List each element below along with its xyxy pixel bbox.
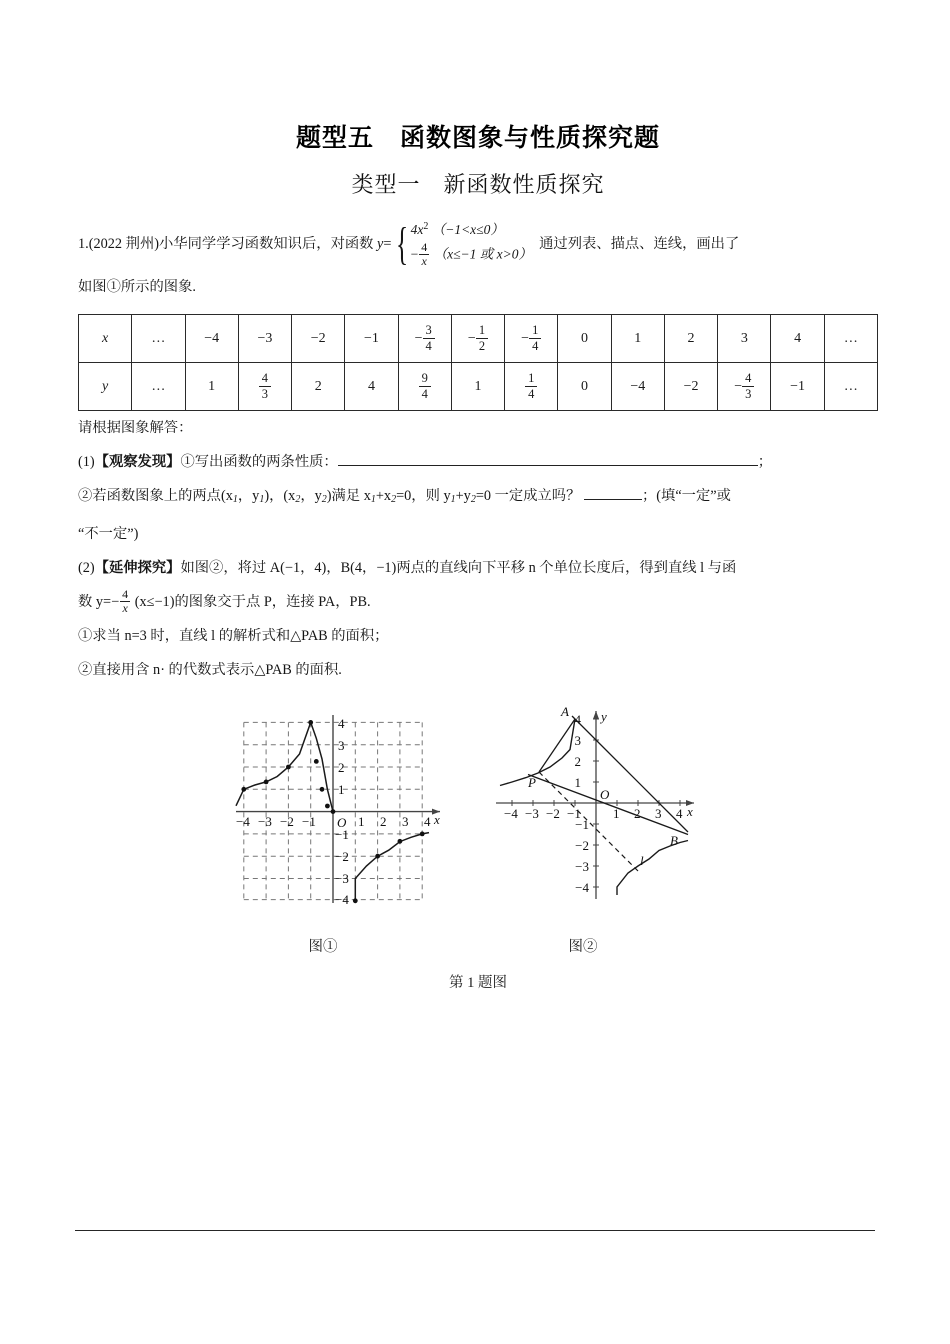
y-tick-label: −1 xyxy=(575,817,589,832)
question-1-end: ； xyxy=(757,454,773,470)
table-cell: −1 xyxy=(771,363,824,411)
x-tick-label: −2 xyxy=(280,814,294,829)
table-cell: 4 xyxy=(771,315,824,363)
x-tick-label: −2 xyxy=(546,806,560,821)
footer-rule xyxy=(75,1230,875,1231)
answer-blank-long[interactable] xyxy=(338,452,758,466)
x-tick-label: 1 xyxy=(613,806,620,821)
segment-PA xyxy=(539,719,575,772)
q2-seg-c: )，(x xyxy=(264,488,296,504)
question-1-text: ①写出函数的两条性质： xyxy=(180,454,338,470)
x-tick-label: −3 xyxy=(525,806,539,821)
problem-statement-line1 xyxy=(78,219,878,270)
x-tick-label: 3 xyxy=(402,814,409,829)
y-tick-label: 3 xyxy=(574,733,581,748)
y-tick-label: −2 xyxy=(335,849,349,864)
y-tick-label: 1 xyxy=(338,782,345,797)
y-tick-label: −3 xyxy=(335,871,349,886)
hyperbola-branch-right xyxy=(617,841,688,896)
value-table xyxy=(78,314,878,411)
piecewise-case-2 xyxy=(411,242,532,269)
table-cell: − $\frac{3}{4}$ xyxy=(398,315,451,363)
y-tick-label: 2 xyxy=(338,760,345,775)
y-tick-label: −2 xyxy=(575,838,589,853)
q2-sub-1: 1 xyxy=(232,494,238,505)
q2-seg-e: )满足 x xyxy=(326,488,371,504)
table-cell: −4 xyxy=(185,315,238,363)
answer-prompt: 请根据图象解答： xyxy=(78,420,193,436)
x-tick-label: −4 xyxy=(236,814,250,829)
page-title: 题型五 函数图象与性质探究题 xyxy=(295,123,660,152)
table-cell: − $\frac{4}{3}$ xyxy=(718,363,771,411)
figure-2-svg xyxy=(488,703,718,933)
problem-lead-text: 1.(2022 荆州)小华同学学习函数知识后，对函数 xyxy=(78,235,374,252)
case2-minus: − xyxy=(410,246,419,262)
section-subtitle: 类型一 新函数性质探究 xyxy=(351,173,605,198)
left-brace-icon: { xyxy=(396,217,409,269)
segment-PB xyxy=(528,775,688,835)
problem-statement-line2: 如图①所示的图象. xyxy=(78,279,196,295)
q2-sub-6: 2 xyxy=(391,494,397,505)
row-label-x: x xyxy=(79,315,132,363)
x-tick-label: −1 xyxy=(302,814,316,829)
y-axis-arrow-icon xyxy=(593,711,599,719)
piecewise-function xyxy=(391,218,531,269)
x-tick-label: 2 xyxy=(380,814,387,829)
table-cell: 3 xyxy=(718,315,771,363)
y-tick-label: 2 xyxy=(574,754,581,769)
table-cell: $\frac{1}{4}$ xyxy=(505,363,558,411)
table-cell: … xyxy=(824,315,877,363)
question-1 xyxy=(78,445,878,479)
q2-seg-g: =0，则 y xyxy=(396,488,451,504)
question-2-cont: “不一定”) xyxy=(78,526,139,542)
case1-condition: （−1<x≤0） xyxy=(431,222,504,237)
table-cell: −2 xyxy=(292,315,345,363)
q2-seg-j: ；(填“一定”或 xyxy=(641,488,731,504)
x-tick-label: 4 xyxy=(424,814,431,829)
y-tick-label: 1 xyxy=(574,775,581,790)
figure-1-caption: 图① xyxy=(308,939,338,955)
answer-blank-short[interactable] xyxy=(584,486,642,500)
y-tick-label: −4 xyxy=(335,892,349,907)
table-cell: … xyxy=(132,315,185,363)
table-cell: 2 xyxy=(664,315,717,363)
q2-seg-f: +x xyxy=(375,488,392,504)
line-label-l: l xyxy=(640,853,644,868)
question-1-number: (1) xyxy=(78,454,95,470)
figure-1-svg xyxy=(228,703,458,933)
problem-lead-text-2: 通过列表、描点、连线，画出了 xyxy=(539,235,740,252)
question-1-tag: 【观察发现】 xyxy=(94,454,181,470)
table-cell: 1 xyxy=(611,315,664,363)
piecewise-cases xyxy=(411,218,532,269)
question-3-tag: 【延伸探究】 xyxy=(94,560,181,576)
table-cell: − $\frac{1}{2}$ xyxy=(451,315,504,363)
q2-seg-d: ，y xyxy=(300,488,322,504)
table-cell: 1 xyxy=(451,363,504,411)
equals-sign: = xyxy=(383,235,392,252)
q2-sub-2: 1 xyxy=(259,494,265,505)
q2-seg-a: ②若函数图象上的两点(x xyxy=(78,488,233,504)
q2-seg-b: ，y xyxy=(237,488,260,504)
x-tick-label: 2 xyxy=(634,806,641,821)
question-2 xyxy=(78,479,878,517)
table-cell: −2 xyxy=(664,363,717,411)
q3-seg-c: (x≤−1)的图象交于点 P，连接 PA，PB. xyxy=(134,594,371,610)
figure-2 xyxy=(488,703,718,938)
case2-fraction xyxy=(419,241,429,268)
table-cell: 2 xyxy=(292,363,345,411)
table-cell: 0 xyxy=(558,363,611,411)
table-row-y xyxy=(79,363,878,411)
point-label-A: A xyxy=(561,704,569,719)
function-variable-y: y xyxy=(377,235,384,252)
table-cell: −4 xyxy=(611,363,664,411)
x-tick-label: 4 xyxy=(676,806,683,821)
q2-sub-5: 1 xyxy=(370,494,376,505)
point-label-P: P xyxy=(528,775,536,790)
case1-exponent: 2 xyxy=(423,221,429,232)
question-3 xyxy=(78,551,878,585)
table-cell: $\frac{4}{3}$ xyxy=(238,363,291,411)
q3-numerator: 4 xyxy=(122,587,129,602)
x-tick-label: 1 xyxy=(358,814,365,829)
case2-numerator: 4 xyxy=(421,240,428,254)
case1-expression: 4x xyxy=(410,222,424,237)
figures-overall-caption: 第 1 题图 xyxy=(449,975,507,991)
table-cell: … xyxy=(132,363,185,411)
table-cell: −3 xyxy=(238,315,291,363)
y-axis-label: y xyxy=(601,709,607,724)
table-cell: −1 xyxy=(345,315,398,363)
table-cell: 0 xyxy=(558,315,611,363)
row-label-y: y xyxy=(79,363,132,411)
case2-denominator: x xyxy=(419,254,429,268)
line-l xyxy=(539,772,640,873)
origin-label: O xyxy=(337,815,347,830)
figure-1 xyxy=(228,703,458,938)
page-content xyxy=(78,0,878,993)
x-tick-label: 3 xyxy=(655,806,662,821)
question-3-text: 如图②，将过 A(−1，4)，B(4，−1)两点的直线向下平移 n 个单位长度后，得到直线 l 与函 xyxy=(180,560,737,576)
line-AB xyxy=(572,716,688,832)
q2-sub-8: 2 xyxy=(470,494,476,505)
y-tick-label: −1 xyxy=(335,827,349,842)
x-axis-label: x xyxy=(434,812,440,827)
x-tick-label: −3 xyxy=(258,814,272,829)
table-cell: 1 xyxy=(185,363,238,411)
case2-condition: （x≤−1 或 x>0） xyxy=(433,246,532,262)
y-tick-label: −4 xyxy=(575,880,589,895)
curve-branch-right xyxy=(355,833,429,903)
q2-sub-4: 2 xyxy=(321,494,327,505)
table-cell: − $\frac{1}{4}$ xyxy=(505,315,558,363)
q2-sub-3: 2 xyxy=(295,494,301,505)
y-tick-label: 4 xyxy=(574,712,581,727)
table-cell: $\frac{9}{4}$ xyxy=(398,363,451,411)
question-3-number: (2) xyxy=(78,560,95,576)
x-tick-label: −1 xyxy=(567,806,581,821)
figure-2-caption: 图② xyxy=(568,939,598,955)
y-tick-label: −3 xyxy=(575,859,589,874)
q3-fraction xyxy=(120,588,130,615)
figures-container xyxy=(78,703,878,993)
question-3-sub2: ②直接用含 n· 的代数式表示△PAB 的面积. xyxy=(78,662,342,678)
q2-seg-h: +y xyxy=(455,488,471,504)
hyperbola-branch-left xyxy=(500,719,575,786)
q3-seg-b: 数 y=− xyxy=(78,594,120,610)
y-tick-label: 4 xyxy=(338,716,345,731)
question-3-cont xyxy=(78,585,878,619)
x-axis-label: x xyxy=(687,804,693,819)
point-label-B: B xyxy=(670,833,678,848)
curve-branch-left xyxy=(236,722,311,805)
q2-seg-i: =0 一定成立吗？ xyxy=(475,488,581,504)
x-tick-label: −4 xyxy=(504,806,518,821)
table-cell: 4 xyxy=(345,363,398,411)
table-cell: … xyxy=(824,363,877,411)
q2-sub-7: 1 xyxy=(450,494,456,505)
question-3-sub1: ①求当 n=3 时，直线 l 的解析式和△PAB 的面积； xyxy=(78,628,389,644)
piecewise-case-1 xyxy=(411,218,532,238)
y-tick-label: 3 xyxy=(338,738,345,753)
origin-label: O xyxy=(600,787,610,802)
table-row-x xyxy=(79,315,878,363)
q3-denominator: x xyxy=(120,601,130,615)
